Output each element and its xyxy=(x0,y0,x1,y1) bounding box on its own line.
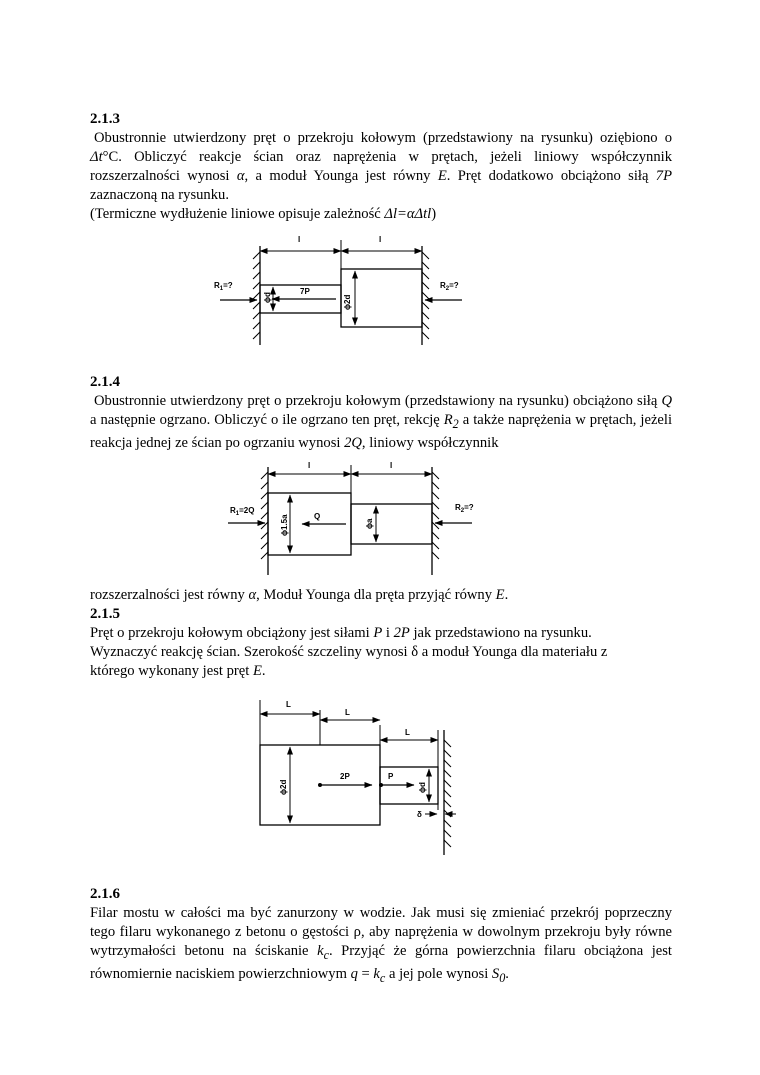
problem-2-1-6-text: Filar mostu w całości ma być zanurzony w wodzie. Jak musi się zmieniać przekrój poprzeczny tego filaru wykonanego z betonu o gęstości ρ, aby naprężenia w dowolnym przekroju były równe wytrzymałości betonu na ściskanie $k_c$. Przyjąć że górna powierzchnia filaru obciążona jest równomiernie naciskiem powierzchniowym $q = k_c$ a jej pole wynosi $S_0$. xyxy=(90,905,672,985)
problem-2-1-4-text-cont: rozszerzalności jest równy α, Moduł Younga dla pręta przyjąć równy E. xyxy=(90,587,509,603)
gap-label: δ xyxy=(417,810,422,819)
heading-2-1-3: 2.1.3 xyxy=(90,111,120,127)
problem-2-1-4-text: Obustronnie utwierdzony pręt o przekroju kołowym (przedstawiony na rysunku) obciążono siłą Q a następnie ogrzano. Obliczyć o ile ogrzano ten pręt, rekcję $R_2$ a także naprężenia w prętach, jeżeli reakcja jednej ze ścian po ogrzaniu wynosi 2Q, liniowy współczynnik xyxy=(90,393,673,451)
heading-2-1-4: 2.1.4 xyxy=(90,374,120,390)
force-7p-label: 7P xyxy=(300,287,310,296)
dim-label-1: l xyxy=(308,461,311,470)
heading-2-1-5: 2.1.5 xyxy=(90,606,120,622)
dim-label-1: L xyxy=(286,700,291,709)
dim-label-2: l xyxy=(390,461,393,470)
problem-2-1-3-text: Obustronnie utwierdzony pręt o przekroju kołowym (przedstawiony na rysunku) oziębiono o Δt°C. Obliczyć reakcje ścian oraz naprężenia w prętach, jeżeli liniowy współczynnik rozszerzalności wynosi α, a moduł Younga jest równy E. Pręt dodatkowo obciążono siłą 7P zaznaczoną na rysunku. xyxy=(90,130,672,203)
diameter-small-label: ϕd xyxy=(263,292,272,303)
problem-2-1-6 xyxy=(90,885,672,988)
reaction-r2-label: $R_2=$? xyxy=(455,503,474,514)
reaction-r2-label: $R_2=$? xyxy=(440,281,459,292)
dim-label-2: L xyxy=(345,708,350,717)
heading-2-1-6: 2.1.6 xyxy=(90,886,120,902)
dim-label-2: l xyxy=(379,235,382,244)
dim-label-3: L xyxy=(405,728,410,737)
dim-label-1: l xyxy=(298,235,301,244)
problem-2-1-5-line3: którego wykonany jest pręt E. xyxy=(90,663,266,679)
problem-2-1-5-line2: Wyznaczyć reakcję ścian. Szerokość szczeliny wynosi δ a moduł Younga dla materiału z xyxy=(90,644,608,660)
diameter-small-label: ϕa xyxy=(365,518,374,529)
diameter-large-label: ϕ1.5a xyxy=(280,514,289,536)
problem-2-1-3-note: (Termiczne wydłużenie liniowe opisuje zależność Δl=αΔtl) xyxy=(90,206,437,222)
diameter-large-label: ϕ2d xyxy=(343,294,352,310)
diameter-large-label: ϕ2d xyxy=(279,779,288,795)
force-p-label: P xyxy=(388,772,394,781)
reaction-r1-label: $R_1=$? xyxy=(214,281,233,292)
diameter-small-label: ϕd xyxy=(418,782,427,793)
problem-2-1-5-line1: Pręt o przekroju kołowym obciążony jest siłami P i 2P jak przedstawiono na rysunku. xyxy=(90,625,592,641)
force-2p-label: 2P xyxy=(340,772,350,781)
reaction-r1-label: $R_1=2Q$ xyxy=(230,506,255,517)
force-q-label: Q xyxy=(314,512,321,521)
